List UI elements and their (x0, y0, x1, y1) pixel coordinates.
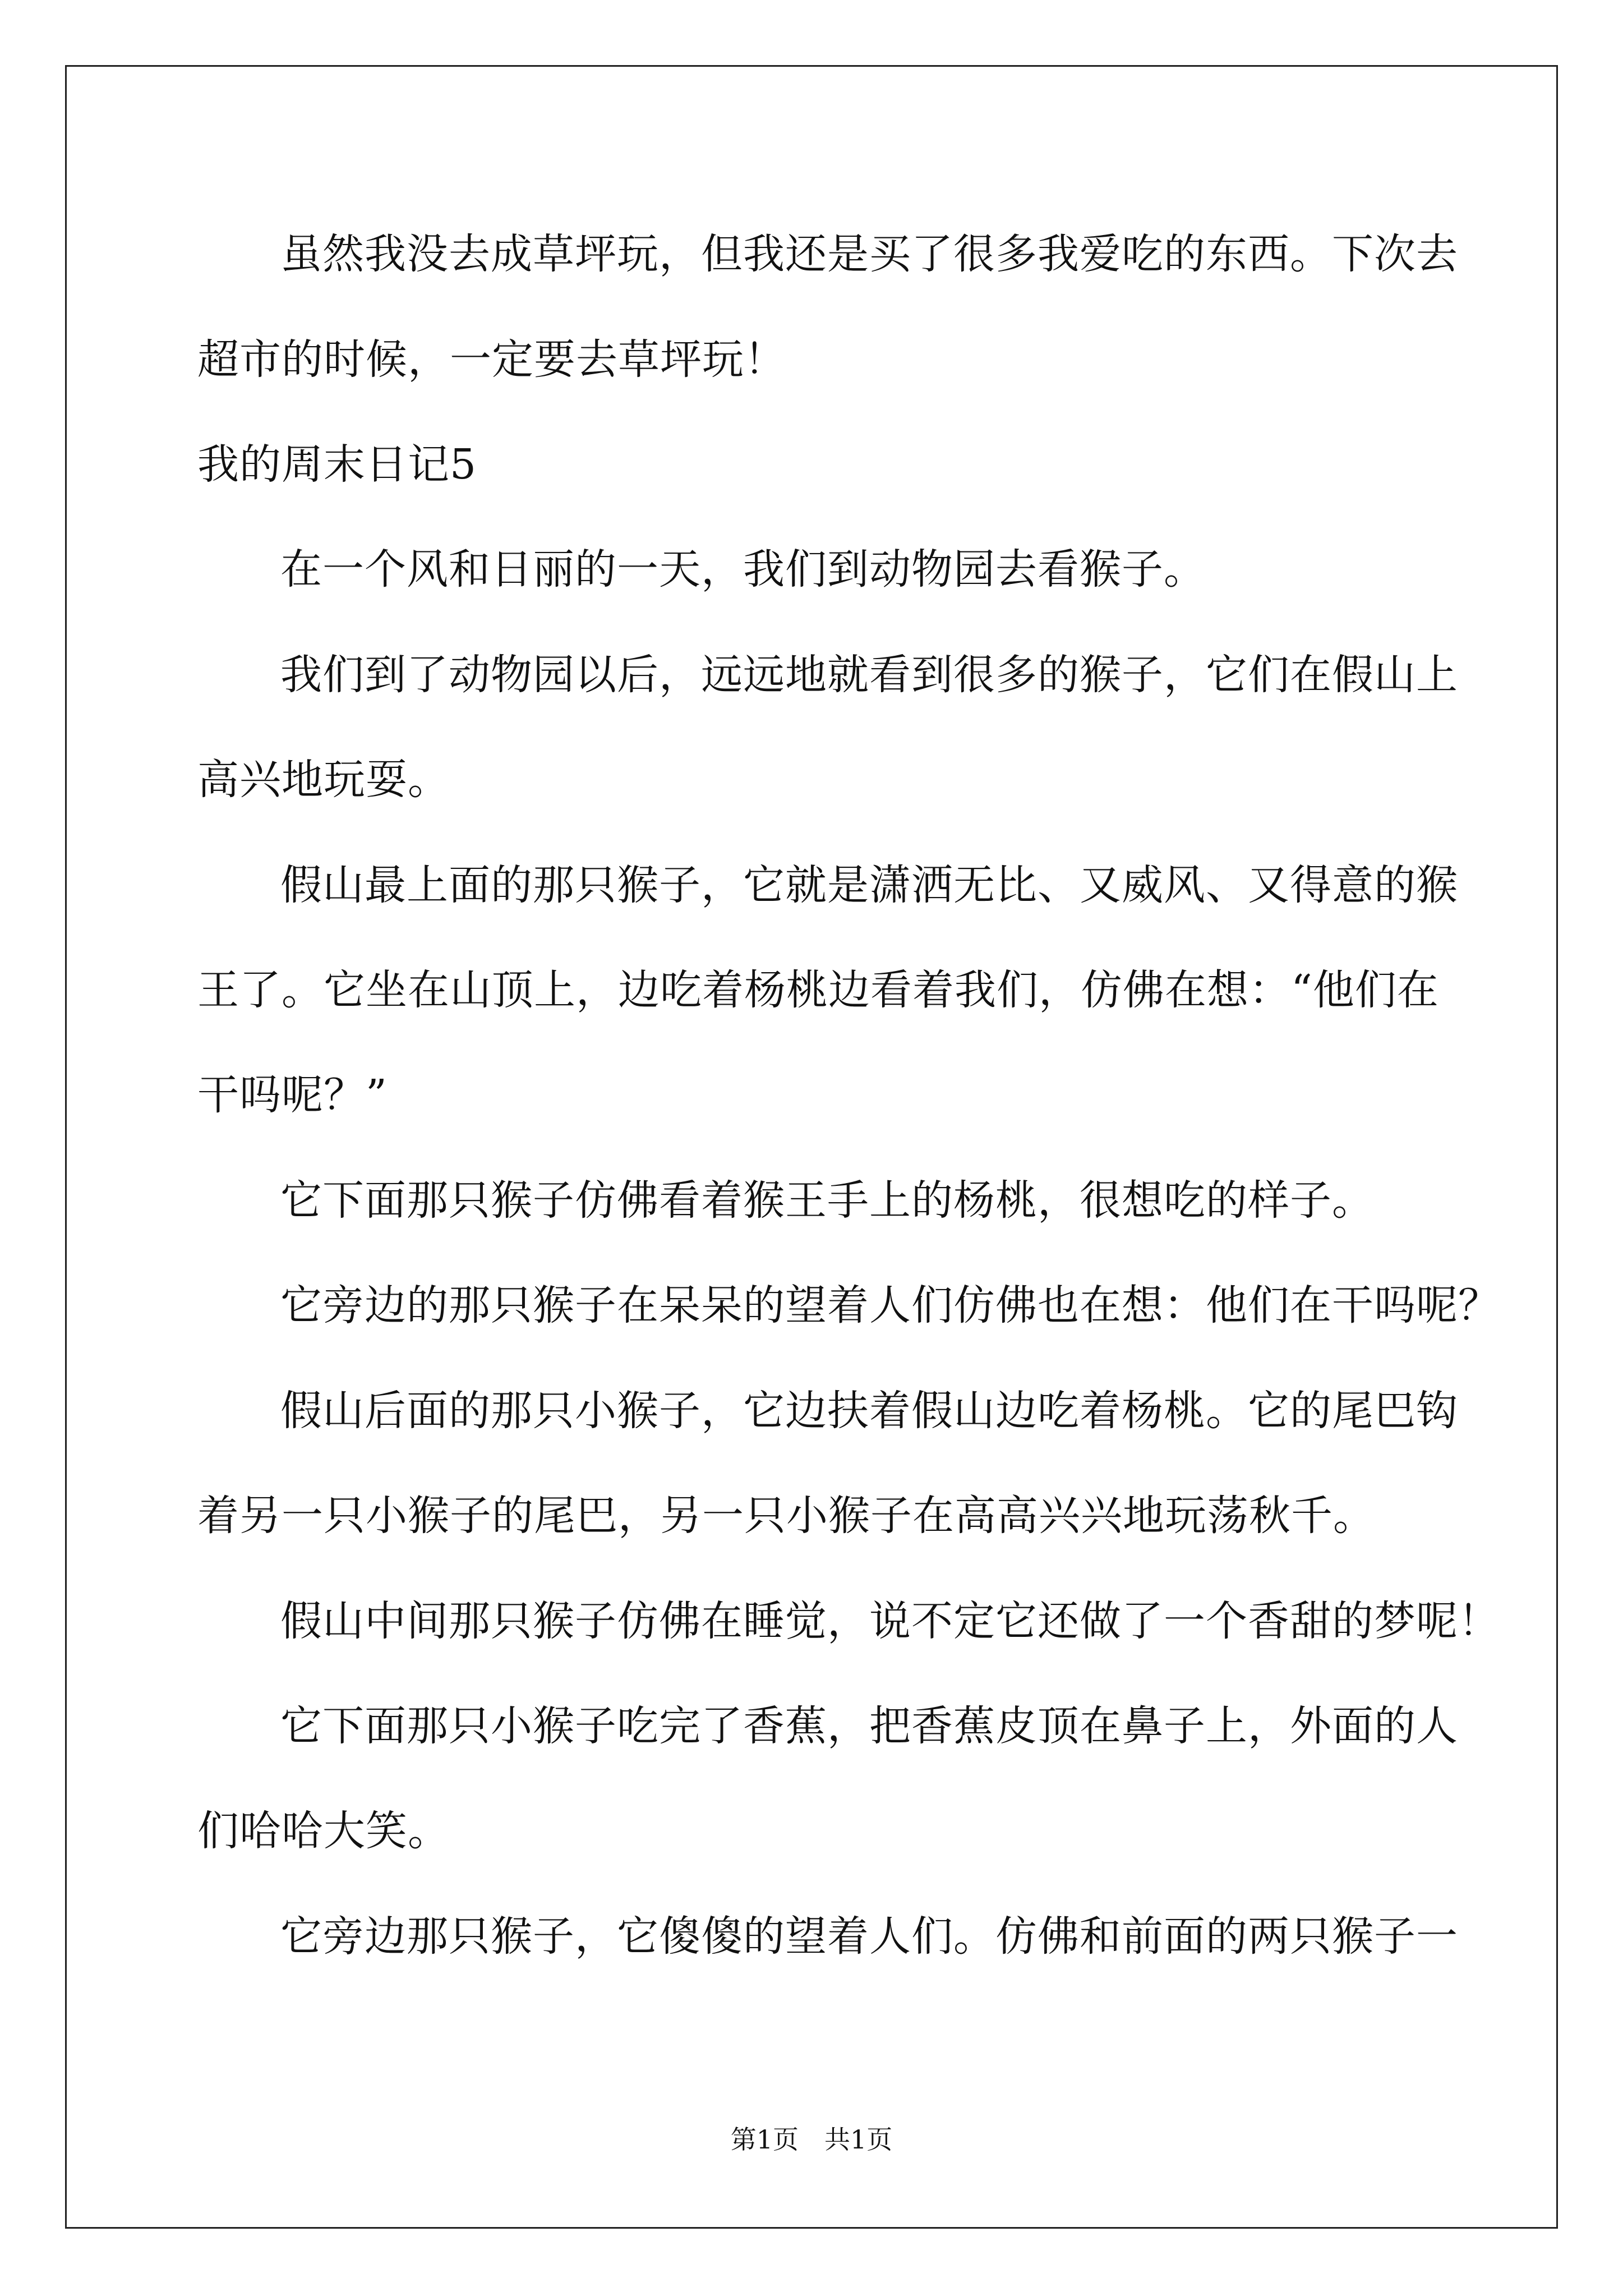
paragraph-5-line-3: 干吗呢？” (197, 1071, 388, 1119)
paragraph-7-line-1: 它旁边的那只猴子在呆呆的望着人们仿佛也在想：他们在干吗呢？ (280, 1281, 1500, 1329)
paragraph-9-line-1: 假山中间那只猴子仿佛在睡觉，说不定它还做了一个香甜的梦呢！ (280, 1597, 1500, 1645)
page-footer: 第1页 共1页 (730, 2124, 893, 2155)
section-heading: 我的周末日记5 (197, 440, 477, 489)
page-border (65, 65, 1558, 2229)
paragraph-5-line-1: 假山最上面的那只猴子，它就是潇洒无比、又威风、又得意的猴 (280, 861, 1458, 909)
paragraph-5-line-2: 王了。它坐在山顶上，边吃着杨桃边看着我们，仿佛在想：“他们在 (197, 966, 1439, 1014)
paragraph-3-line-1: 在一个风和日丽的一天，我们到动物园去看猴子。 (280, 545, 1206, 593)
paragraph-1-line-1: 虽然我没去成草坪玩，但我还是买了很多我爱吃的东西。下次去 (280, 230, 1458, 278)
paragraph-4-line-1: 我们到了动物园以后，远远地就看到很多的猴子，它们在假山上 (280, 651, 1458, 699)
paragraph-6-line-1: 它下面那只猴子仿佛看着猴王手上的杨桃，很想吃的样子。 (280, 1176, 1374, 1225)
paragraph-8-line-2: 着另一只小猴子的尾巴，另一只小猴子在高高兴兴地玩荡秋千。 (197, 1492, 1375, 1540)
paragraph-8-line-1: 假山后面的那只小猴子，它边扶着假山边吃着杨桃。它的尾巴钩 (280, 1387, 1458, 1435)
paragraph-1-line-2: 超市的时候，一定要去草坪玩！ (197, 335, 786, 384)
paragraph-11-line-1: 它旁边那只猴子，它傻傻的望着人们。仿佛和前面的两只猴子一 (280, 1912, 1458, 1961)
paragraph-4-line-2: 高兴地玩耍。 (197, 756, 450, 804)
paragraph-10-line-1: 它下面那只小猴子吃完了香蕉，把香蕉皮顶在鼻子上，外面的人 (280, 1702, 1458, 1750)
paragraph-10-line-2: 们哈哈大笑。 (197, 1807, 450, 1855)
